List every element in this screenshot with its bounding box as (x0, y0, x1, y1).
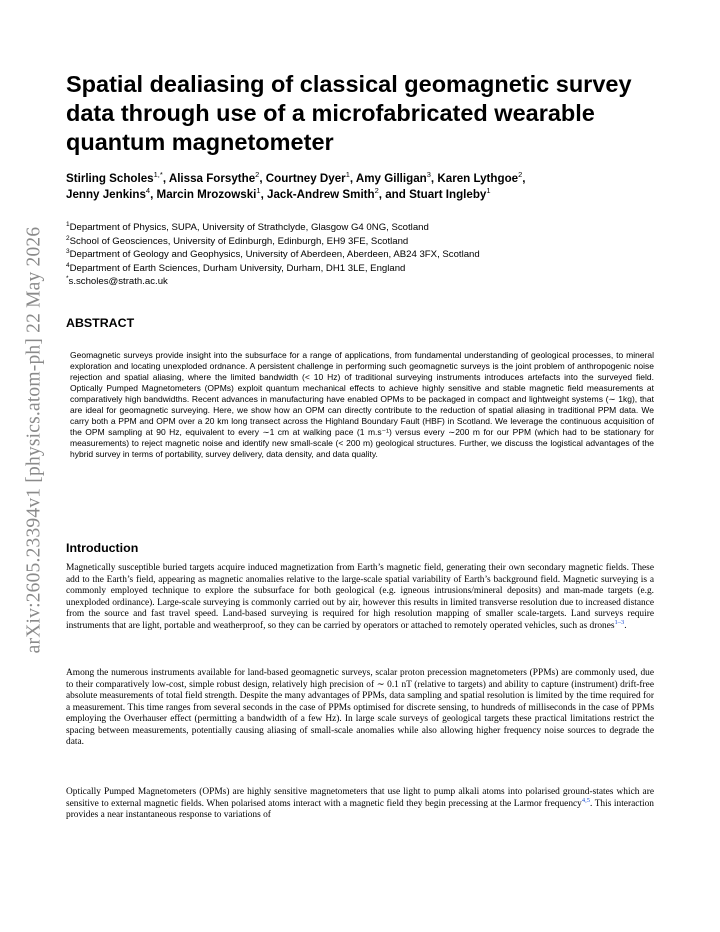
affiliation: $^1$Department of Physics, SUPA, University of Strathclyde, Glasgow G4 0NG, Scotland (66, 220, 429, 233)
author: Marcin Mrozowski$^1$, (156, 186, 268, 201)
author: Stuart Ingleby$^1$ (409, 186, 491, 201)
body-paragraph: Magnetically susceptible buried targets acquire induced magnetization from Earth’s magnetic field, generating their own secondary magnetic fields. These add to the Earth’s field, appearing as magnetic anomalies relative to the large-scale spatial variability of Earth’s background field. Magnetic surveying is a commonly employed technique to explore the subsurface for both geological (e.g. igneous intrusions/mineral deposits) and man-made targets (e.g. unexploded ordinance). Large-scale surveying is commonly carried out by air, however this results in limited transverse resolution due to increased distance from the source and fast travel speed. Land-based surveying is required for high resolution mapping of smaller scale-targets. Land surveys require instruments that are light, portable and weatherproof, so they can be carried by operators or attached to remotely operated vehicles, such as drones$^{1-3}$. (66, 563, 654, 631)
author: Alissa Forsythe$^2$, (168, 170, 266, 185)
corresponding-email[interactable]: *s.scholes@strath.ac.uk (66, 275, 168, 288)
introduction-heading: Introduction (66, 541, 139, 555)
abstract-text: Geomagnetic surveys provide insight into the subsurface for a range of applications, from fundamental understanding of geological processes, to mineral exploration and locating unexploded ordnance. A persistent challenge in performing such geomagnetic surveys is the joint problem of anthropogenic noise rejection and spatial aliasing, where the limited bandwidth (< 10 Hz) of traditional surveying instruments introduces artefacts into the surveyed field. Optically Pumped Magnetometers (OPMs) exploit quantum mechanical effects to achieve highly sensitive and stable magnetic field measurements at comparatively high bandwidths. Recent advances in manufacturing have enabled OPMs to be packaged in compact and lightweight systems (∼ 1kg), that are ideal for geomagnetic surveying. Here, we show how an OPM can directly contribute to the reduction of spatial aliasing in traditional PPM data. We carry both a PPM and OPM over a 20 km long transect across the Highland Boundary Fault (HBF) in Scotland. We leverage the continuous acquisition of the OPM sampling at 90 Hz, equivalent to every ∼1 cm at walking pace (1 m.s⁻¹) versus every ∼200 m for our PPM (which had to be stationary for measurements) to reject magnetic noise and identify new small-scale (< 200 m) geological structures. Further, we discuss the logistical advantages of the hybrid survey in terms of portability, survey delivery, data density, and data quality. (70, 350, 654, 459)
citation-link[interactable]: 4,5 (581, 796, 590, 804)
author: Karen Lythgoe$^2$, (437, 170, 526, 185)
body-paragraph: Optically Pumped Magnetometers (OPMs) are highly sensitive magnetometers that use light to pump alkali atoms into polarised ground-states which are sensitive to external magnetic fields. When polarised atoms interact with a magnetic field they begin precessing at the Larmor frequency$^{4,5}$. This interaction provides a near instantaneous response to variations of (66, 787, 654, 821)
arxiv-identifier: arXiv:2605.23394v1 [physics.atom-ph] 22 May 2026 (23, 226, 45, 654)
citation-link[interactable]: 1–3 (614, 618, 625, 626)
author: Jenny Jenkins$^4$, (66, 186, 157, 201)
author: Jack-Andrew Smith$^2$, and (267, 186, 410, 201)
arxiv-side-stamp (18, 210, 50, 670)
author-list (66, 171, 666, 203)
body-paragraph: Among the numerous instruments available for land-based geomagnetic surveys, scalar proton precession magnetometers (PPMs) are commonly used, due to their comparatively low-cost, simple robust design, relatively high precision of ∼ 0.1 nT (relative to targets) and ability to capture (instrument) drift-free absolute measurements of total field strength. Despite the many advantages of PPMs, data sampling and spatial resolution is limited by the time required for a measurement. This time ranges from several seconds in the case of PPMs optimised for discrete sensing, to hundreds of milliseconds in the case of PPMs employing the Overhauser effect (permitting a bandwidth of a few Hz). In large scale surveys of geological targets these practical limitations restrict the spacing between measurements, potentially causing aliasing of small-scale anomalies while also allowing higher frequency noise sources to degrade the data. (66, 668, 654, 748)
affiliation: $^3$Department of Geology and Geophysics, University of Aberdeen, Aberdeen, AB24 3FX, Scotland (66, 248, 480, 261)
author: Amy Gilligan$^3$, (355, 170, 438, 185)
author: Courtney Dyer$^1$, (265, 170, 356, 185)
affiliation: $^2$School of Geosciences, University of Edinburgh, Edinburgh, EH9 3FE, Scotland (66, 234, 409, 247)
paper-title: Spatial dealiasing of classical geomagnetic survey data through use of a microfabricated wearable quantum magnetometer (66, 71, 632, 155)
affiliation: $^4$Department of Earth Sciences, Durham University, Durham, DH1 3LE, England (66, 261, 406, 274)
affiliation-list (66, 221, 666, 289)
author: Stirling Scholes$^{1,*}$, (66, 170, 169, 185)
abstract-heading: ABSTRACT (66, 316, 135, 330)
